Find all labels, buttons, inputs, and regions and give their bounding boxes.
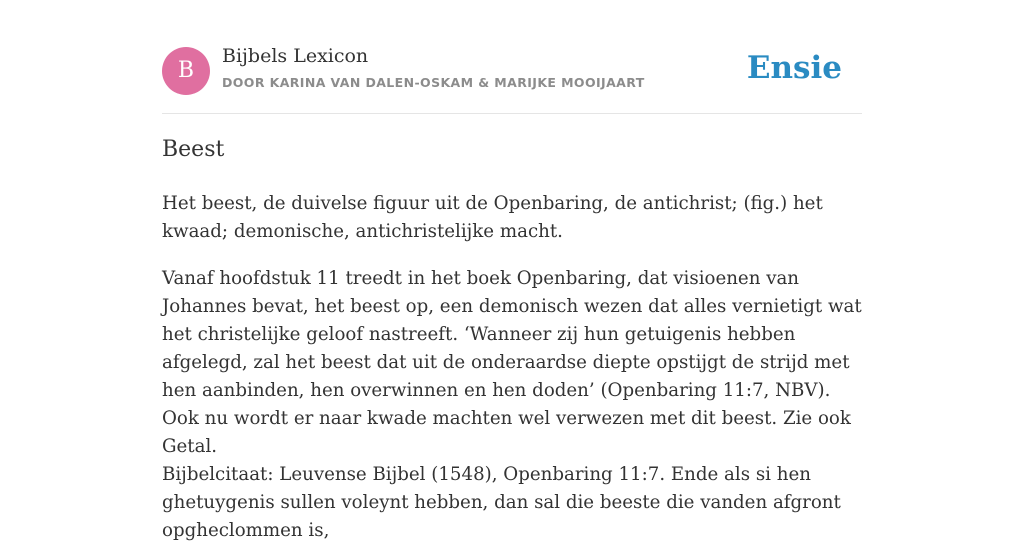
content-column (162, 0, 862, 541)
entry-title: Beest (162, 137, 225, 162)
entry-definition: Het beest, de duivelse figuur uit de Openbaring, de antichrist; (fig.) het kwaad; demonische, antichristelijke macht. (162, 193, 823, 242)
ensie-logo[interactable]: Ensie (746, 50, 842, 86)
book-authors: DOOR KARINA VAN DALEN-OSKAM & MARIJKE MOOIJAART (222, 75, 645, 90)
entry-explanation: Vanaf hoofdstuk 11 treedt in het boek Openbaring, dat visioenen van Johannes bevat, het beest op, een demonisch wezen dat alles vernietigt wat het christelijke geloof nastreeft. ‘Wanneer zij hun getuigenis hebben afgelegd, zal het beest dat uit de onderaardse diepte opstijgt de strijd met hen aanbinden, hen overwinnen en hen doden’ (Openbaring 11:7, NBV). Ook nu wordt er naar kwade machten wel verwezen met dit beest. Zie ook Getal. (162, 268, 862, 457)
book-header (162, 0, 862, 114)
book-title-link[interactable]: Bijbels Lexicon (222, 45, 369, 67)
entry-citation: Bijbelcitaat: Leuvense Bijbel (1548), Openbaring 11:7. Ende als si hen ghetuygenis sullen voleynt hebben, dan sal die beeste die vanden afgront opgheclommen is, (162, 464, 841, 541)
book-avatar[interactable]: B (162, 47, 210, 95)
